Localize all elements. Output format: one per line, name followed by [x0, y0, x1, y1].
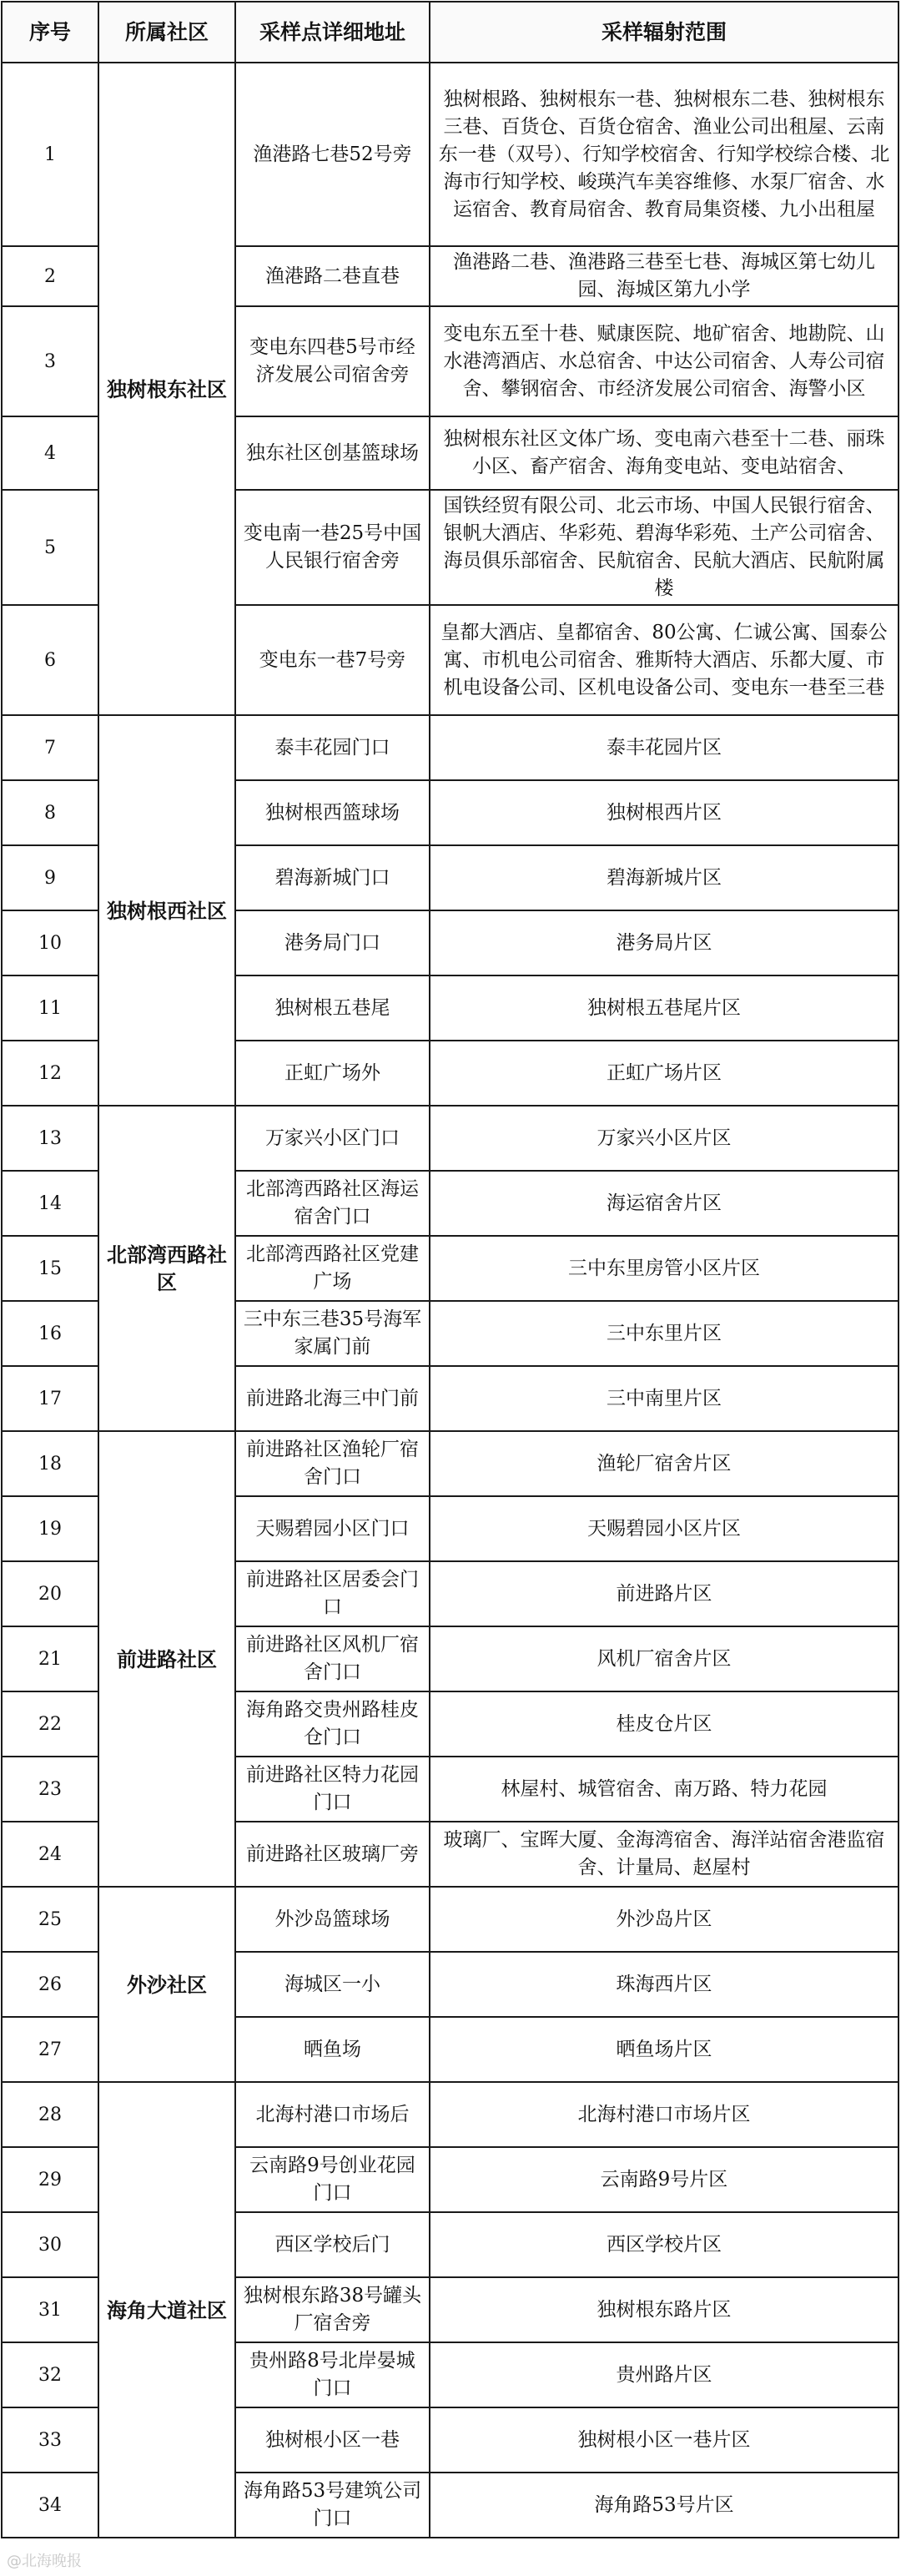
- row-number: 21: [2, 1626, 98, 1691]
- range-cell: 独树根东路片区: [430, 2277, 898, 2342]
- range-cell: 西区学校片区: [430, 2212, 898, 2277]
- address-cell: 独东社区创基篮球场: [235, 416, 430, 490]
- range-cell: 万家兴小区片区: [430, 1106, 898, 1171]
- range-cell: 独树根五巷尾片区: [430, 975, 898, 1041]
- range-cell: 珠海西片区: [430, 1952, 898, 2017]
- table-row: [2, 1431, 898, 1496]
- row-number: 34: [2, 2473, 98, 2538]
- address-cell: 三中东三巷35号海军家属门前: [235, 1301, 430, 1366]
- row-number: 6: [2, 605, 98, 715]
- row-number: 27: [2, 2017, 98, 2082]
- watermark: @北海晚报: [7, 2553, 82, 2570]
- table-row: [2, 715, 898, 780]
- range-cell: 三中东里房管小区片区: [430, 1236, 898, 1301]
- range-cell: 贵州路片区: [430, 2342, 898, 2407]
- range-cell: 天赐碧园小区片区: [430, 1496, 898, 1561]
- range-cell: 晒鱼场片区: [430, 2017, 898, 2082]
- address-cell: 独树根东路38号罐头厂宿舍旁: [235, 2277, 430, 2342]
- address-cell: 变电南一巷25号中国人民银行宿舍旁: [235, 490, 430, 605]
- row-number: 33: [2, 2407, 98, 2473]
- row-number: 29: [2, 2147, 98, 2212]
- range-cell: 前进路片区: [430, 1561, 898, 1626]
- table-row: [2, 1887, 898, 1952]
- community-cell: 独树根西社区: [98, 715, 235, 1106]
- community-cell: 外沙社区: [98, 1887, 235, 2082]
- row-number: 26: [2, 1952, 98, 2017]
- row-number: 25: [2, 1887, 98, 1952]
- row-number: 30: [2, 2212, 98, 2277]
- range-cell: 独树根路、独树根东一巷、独树根东二巷、独树根东三巷、百货仓、百货仓宿舍、渔业公司出租屋、云南东一巷（双号）、行知学校宿舍、行知学校综合楼、北海市行知学校、峻瑛汽车美容维修、水泵厂宿舍、水运宿舍、教育局宿舍、教育局集资楼、九小出租屋: [430, 63, 898, 246]
- address-cell: 西区学校后门: [235, 2212, 430, 2277]
- range-cell: 港务局片区: [430, 910, 898, 975]
- address-cell: 万家兴小区门口: [235, 1106, 430, 1171]
- address-cell: 贵州路8号北岸晏城门口: [235, 2342, 430, 2407]
- address-cell: 变电东四巷5号市经济发展公司宿舍旁: [235, 306, 430, 416]
- row-number: 12: [2, 1041, 98, 1106]
- address-cell: 北部湾西路社区党建广场: [235, 1236, 430, 1301]
- address-cell: 独树根西篮球场: [235, 780, 430, 845]
- range-cell: 独树根小区一巷片区: [430, 2407, 898, 2473]
- address-cell: 前进路社区特力花园门口: [235, 1757, 430, 1822]
- row-number: 9: [2, 845, 98, 910]
- range-cell: 渔轮厂宿舍片区: [430, 1431, 898, 1496]
- range-cell: 独树根东社区文体广场、变电南六巷至十二巷、丽珠小区、畜产宿舍、海角变电站、变电站宿舍、: [430, 416, 898, 490]
- header-address: 采样点详细地址: [235, 2, 430, 63]
- row-number: 18: [2, 1431, 98, 1496]
- table-row: [2, 1106, 898, 1171]
- row-number: 20: [2, 1561, 98, 1626]
- community-cell: 海角大道社区: [98, 2082, 235, 2538]
- address-cell: 港务局门口: [235, 910, 430, 975]
- address-cell: 前进路社区玻璃厂旁: [235, 1822, 430, 1887]
- row-number: 19: [2, 1496, 98, 1561]
- address-cell: 渔港路二巷直巷: [235, 246, 430, 306]
- address-cell: 碧海新城门口: [235, 845, 430, 910]
- row-number: 4: [2, 416, 98, 490]
- community-cell: 北部湾西路社区: [98, 1106, 235, 1431]
- address-cell: 海城区一小: [235, 1952, 430, 2017]
- row-number: 24: [2, 1822, 98, 1887]
- row-number: 22: [2, 1691, 98, 1757]
- range-cell: 海角路53号片区: [430, 2473, 898, 2538]
- range-cell: 风机厂宿舍片区: [430, 1626, 898, 1691]
- range-cell: 林屋村、城管宿舍、南万路、特力花园: [430, 1757, 898, 1822]
- address-cell: 泰丰花园门口: [235, 715, 430, 780]
- row-number: 10: [2, 910, 98, 975]
- row-number: 1: [2, 63, 98, 246]
- range-cell: 正虹广场片区: [430, 1041, 898, 1106]
- address-cell: 前进路社区渔轮厂宿舍门口: [235, 1431, 430, 1496]
- row-number: 16: [2, 1301, 98, 1366]
- address-cell: 北海村港口市场后: [235, 2082, 430, 2147]
- sampling-table: [1, 1, 899, 2538]
- range-cell: 外沙岛片区: [430, 1887, 898, 1952]
- row-number: 31: [2, 2277, 98, 2342]
- range-cell: 三中南里片区: [430, 1366, 898, 1431]
- address-cell: 天赐碧园小区门口: [235, 1496, 430, 1561]
- range-cell: 渔港路二巷、渔港路三巷至七巷、海城区第七幼儿园、海城区第九小学: [430, 246, 898, 306]
- address-cell: 北部湾西路社区海运宿舍门口: [235, 1171, 430, 1236]
- row-number: 7: [2, 715, 98, 780]
- range-cell: 桂皮仓片区: [430, 1691, 898, 1757]
- range-cell: 国铁经贸有限公司、北云市场、中国人民银行宿舍、银帆大酒店、华彩苑、碧海华彩苑、土产公司宿舍、海员俱乐部宿舍、民航宿舍、民航大酒店、民航附属楼: [430, 490, 898, 605]
- row-number: 5: [2, 490, 98, 605]
- row-number: 13: [2, 1106, 98, 1171]
- row-number: 8: [2, 780, 98, 845]
- range-cell: 泰丰花园片区: [430, 715, 898, 780]
- range-cell: 海运宿舍片区: [430, 1171, 898, 1236]
- address-cell: 独树根五巷尾: [235, 975, 430, 1041]
- range-cell: 碧海新城片区: [430, 845, 898, 910]
- community-cell: 前进路社区: [98, 1431, 235, 1887]
- table-row: [2, 63, 898, 246]
- range-cell: 独树根西片区: [430, 780, 898, 845]
- address-cell: 晒鱼场: [235, 2017, 430, 2082]
- address-cell: 外沙岛篮球场: [235, 1887, 430, 1952]
- header-range: 采样辐射范围: [430, 2, 898, 63]
- range-cell: 变电东五至十巷、赋康医院、地矿宿舍、地勘院、山水港湾酒店、水总宿舍、中达公司宿舍、人寿公司宿舍、攀钢宿舍、市经济发展公司宿舍、海警小区: [430, 306, 898, 416]
- address-cell: 海角路交贵州路桂皮仓门口: [235, 1691, 430, 1757]
- row-number: 32: [2, 2342, 98, 2407]
- range-cell: 北海村港口市场片区: [430, 2082, 898, 2147]
- range-cell: 三中东里片区: [430, 1301, 898, 1366]
- address-cell: 前进路北海三中门前: [235, 1366, 430, 1431]
- row-number: 23: [2, 1757, 98, 1822]
- community-cell: 独树根东社区: [98, 63, 235, 715]
- address-cell: 变电东一巷7号旁: [235, 605, 430, 715]
- row-number: 28: [2, 2082, 98, 2147]
- row-number: 11: [2, 975, 98, 1041]
- row-number: 2: [2, 246, 98, 306]
- address-cell: 渔港路七巷52号旁: [235, 63, 430, 246]
- address-cell: 海角路53号建筑公司门口: [235, 2473, 430, 2538]
- range-cell: 云南路9号片区: [430, 2147, 898, 2212]
- range-cell: 玻璃厂、宝晖大厦、金海湾宿舍、海洋站宿舍港监宿舍、计量局、赵屋村: [430, 1822, 898, 1887]
- address-cell: 前进路社区风机厂宿舍门口: [235, 1626, 430, 1691]
- header-seq: 序号: [2, 2, 98, 63]
- row-number: 15: [2, 1236, 98, 1301]
- header-row: [2, 2, 898, 63]
- row-number: 17: [2, 1366, 98, 1431]
- range-cell: 皇都大酒店、皇都宿舍、80公寓、仁诚公寓、国泰公寓、市机电公司宿舍、雅斯特大酒店、乐都大厦、市机电设备公司、区机电设备公司、变电东一巷至三巷: [430, 605, 898, 715]
- table-row: [2, 2082, 898, 2147]
- address-cell: 独树根小区一巷: [235, 2407, 430, 2473]
- header-community: 所属社区: [98, 2, 235, 63]
- address-cell: 云南路9号创业花园门口: [235, 2147, 430, 2212]
- row-number: 14: [2, 1171, 98, 1236]
- address-cell: 前进路社区居委会门口: [235, 1561, 430, 1626]
- row-number: 3: [2, 306, 98, 416]
- address-cell: 正虹广场外: [235, 1041, 430, 1106]
